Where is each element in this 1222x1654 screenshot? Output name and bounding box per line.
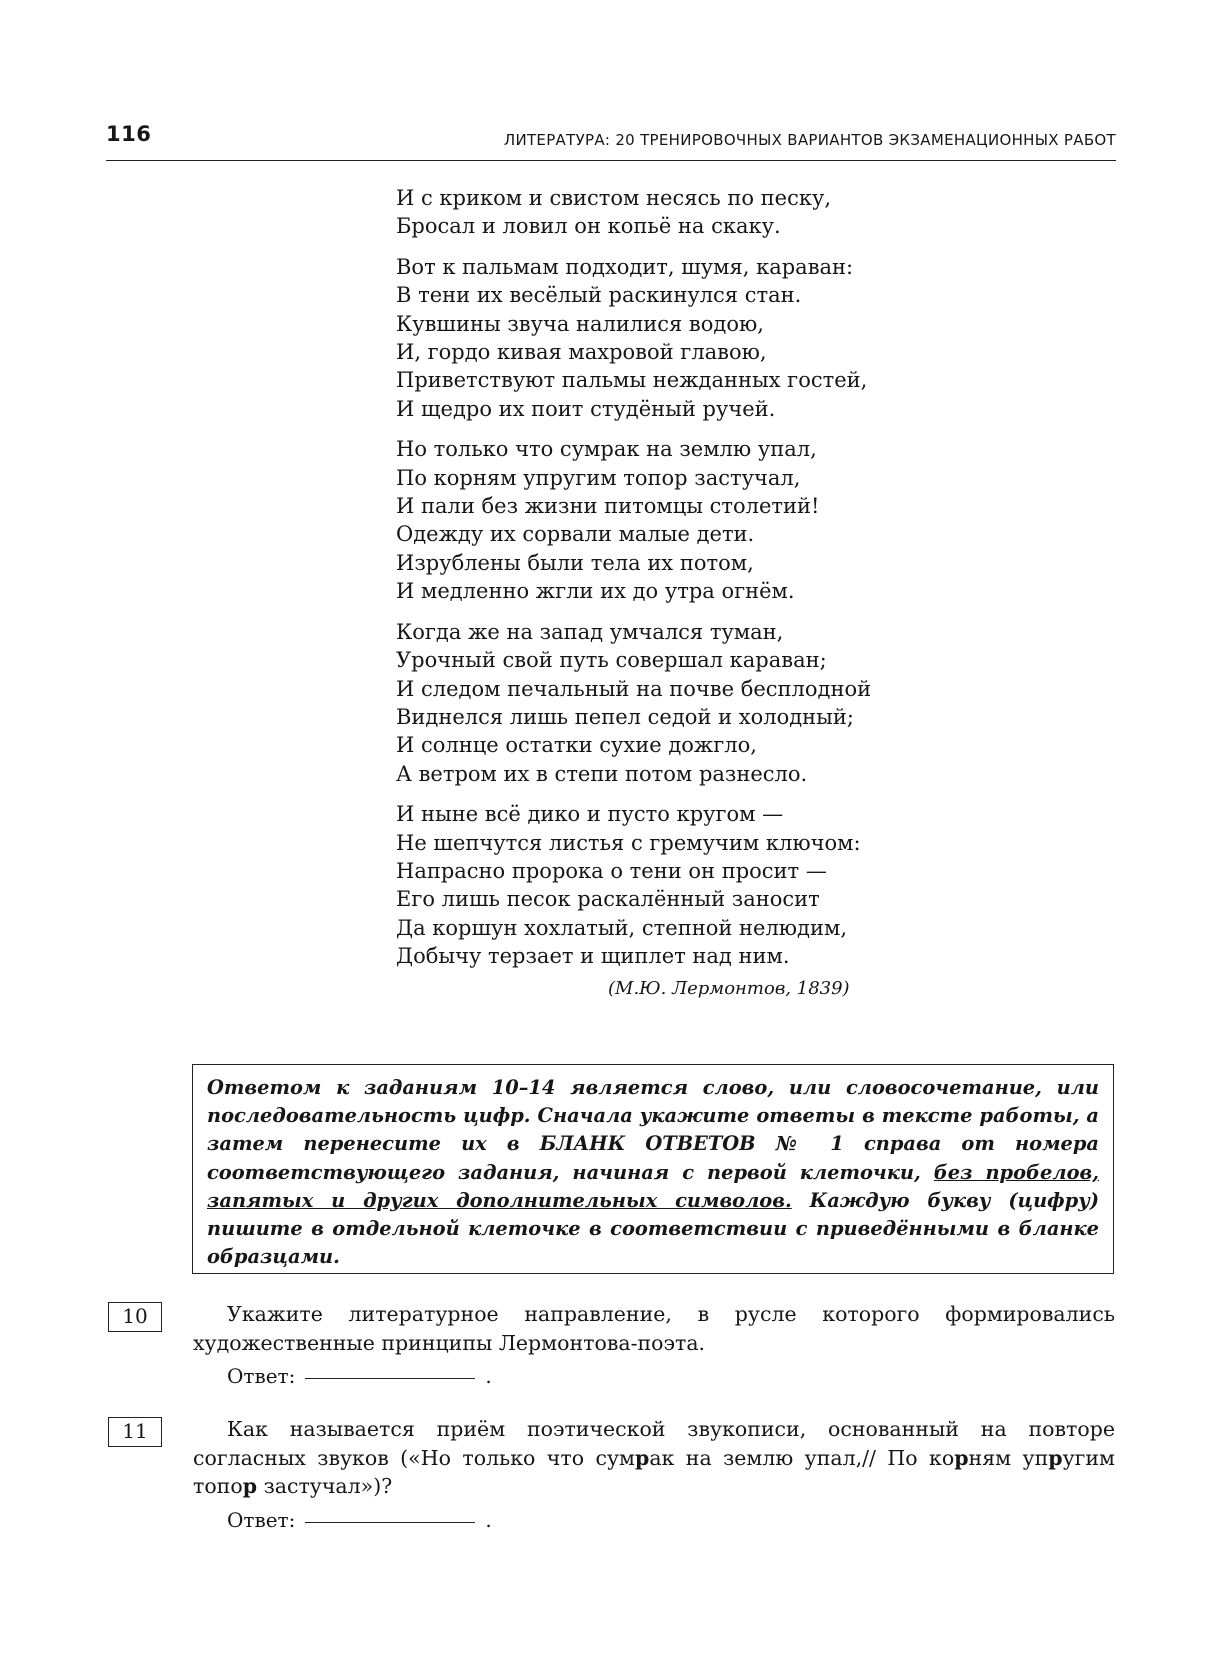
instruction-text: Ответом к заданиям 10–14 является слово, или словосочетание, или последовательность цифр. Сначала укажите ответы в тексте работы, а затем перенесите их в БЛАНК ОТВЕТОВ № 1 справа от номера соответствующего задания, начиная с первой клеточки, — [207, 1076, 1099, 1184]
poem-line: А ветром их в степи потом разнесло. — [396, 761, 808, 786]
poem-stanza — [396, 618, 871, 788]
poem-line: Но только что сумрак на землю упал, — [396, 437, 817, 462]
poem-line: Не шепчутся листья с гремучим ключом: — [396, 830, 861, 855]
poem-line: Добычу терзает и щиплет над ним. — [396, 944, 790, 969]
task-10-answer-row — [227, 1364, 492, 1388]
poem-line: Когда же на запад умчался туман, — [396, 619, 784, 644]
answer-label: Ответ: — [227, 1364, 296, 1388]
answer-label: Ответ: — [227, 1508, 296, 1532]
poem-line: И ныне всё дико и пусто кругом — — [396, 802, 784, 827]
task-number-10: 10 — [108, 1302, 162, 1332]
poem-line: Виднелся лишь пепел седой и холодный; — [396, 704, 854, 729]
poem-line: Приветствуют пальмы нежданных гостей, — [396, 368, 868, 393]
poem-line: Да коршун хохлатый, степной нелюдим, — [396, 915, 847, 940]
poem-line: Урочный свой путь совершал караван; — [396, 648, 827, 673]
question-text: Как называется приём поэтической звукописи, основанный на повторе согласных звуков («Но только что сум — [193, 1417, 1115, 1470]
poem-stanza — [396, 800, 871, 970]
poem-stanza — [396, 253, 871, 423]
poem-line: И медленно жгли их до утра огнём. — [396, 579, 795, 604]
answer-period: . — [485, 1364, 492, 1388]
poem-line: Его лишь песок раскалённый заносит — [396, 887, 820, 912]
task-number-11: 11 — [108, 1417, 162, 1447]
task-11-question — [193, 1415, 1115, 1501]
poem-line: И пали без жизни питомцы столетий! — [396, 494, 820, 519]
poem-stanza — [396, 435, 871, 605]
poem-line: Одежду их сорвали малые дети. — [396, 522, 755, 547]
poem-line: И с криком и свистом несясь по песку, — [396, 186, 832, 210]
instruction-text-end: Каждую букву (цифру) пишите в отдельной клеточке в соответствии с приведёнными в бланке образцами. — [207, 1188, 1099, 1269]
highlighted-letter: р — [634, 1445, 650, 1470]
poem-line: Бросал и ловил он копьё на скаку. — [396, 214, 781, 239]
poem-line: И следом печальный на почве бесплодной — [396, 676, 872, 701]
highlighted-letter: р — [954, 1445, 969, 1470]
poem-line: По корням упругим топор застучал, — [396, 465, 801, 490]
poem-line: Напрасно пророка о тени он просит — — [396, 858, 827, 883]
poem-attribution: (М.Ю. Лермонтов, 1839) — [608, 978, 850, 999]
question-text: угим топо — [193, 1445, 1115, 1498]
poem-stanza — [396, 184, 871, 241]
task-10-question: Укажите литературное направление, в русле которого формировались художественные принципы Лермонтова-поэта. — [193, 1302, 1115, 1355]
question-text: ням уп — [968, 1445, 1049, 1470]
poem-line: И солнце остатки сухие дожгло, — [396, 733, 757, 758]
poem-line: И щедро их поит студёный ручей. — [396, 396, 776, 421]
header-divider — [106, 160, 1116, 161]
instruction-box — [192, 1064, 1114, 1274]
highlighted-letter: р — [242, 1474, 258, 1498]
answer-blank-field[interactable] — [305, 1378, 475, 1379]
question-text: ак на землю упал,// По ко — [649, 1445, 955, 1470]
instruction-underlined-text: без пробелов, запятых и других дополнительных символов. — [207, 1160, 1099, 1212]
poem-line: Кувшины звуча налилися водою, — [396, 311, 764, 336]
page-number: 116 — [106, 122, 152, 146]
question-text: застучал»)? — [257, 1474, 393, 1498]
poem-line: Вот к пальмам подходит, шумя, караван: — [396, 254, 854, 279]
answer-blank-field[interactable] — [305, 1522, 475, 1523]
poem-line: В тени их весёлый раскинулся стан. — [396, 283, 802, 308]
running-head-title: ЛИТЕРАТУРА: 20 ТРЕНИРОВОЧНЫХ ВАРИАНТОВ ЭКЗАМЕНАЦИОННЫХ РАБОТ — [503, 131, 1116, 149]
poem-line: Изрублены были тела их потом, — [396, 550, 754, 575]
poem-line: И, гордо кивая махровой главою, — [396, 340, 767, 365]
highlighted-letter: р — [1048, 1445, 1063, 1470]
task-11-answer-row — [227, 1508, 492, 1532]
answer-period: . — [485, 1508, 492, 1532]
poem-text — [396, 184, 871, 983]
